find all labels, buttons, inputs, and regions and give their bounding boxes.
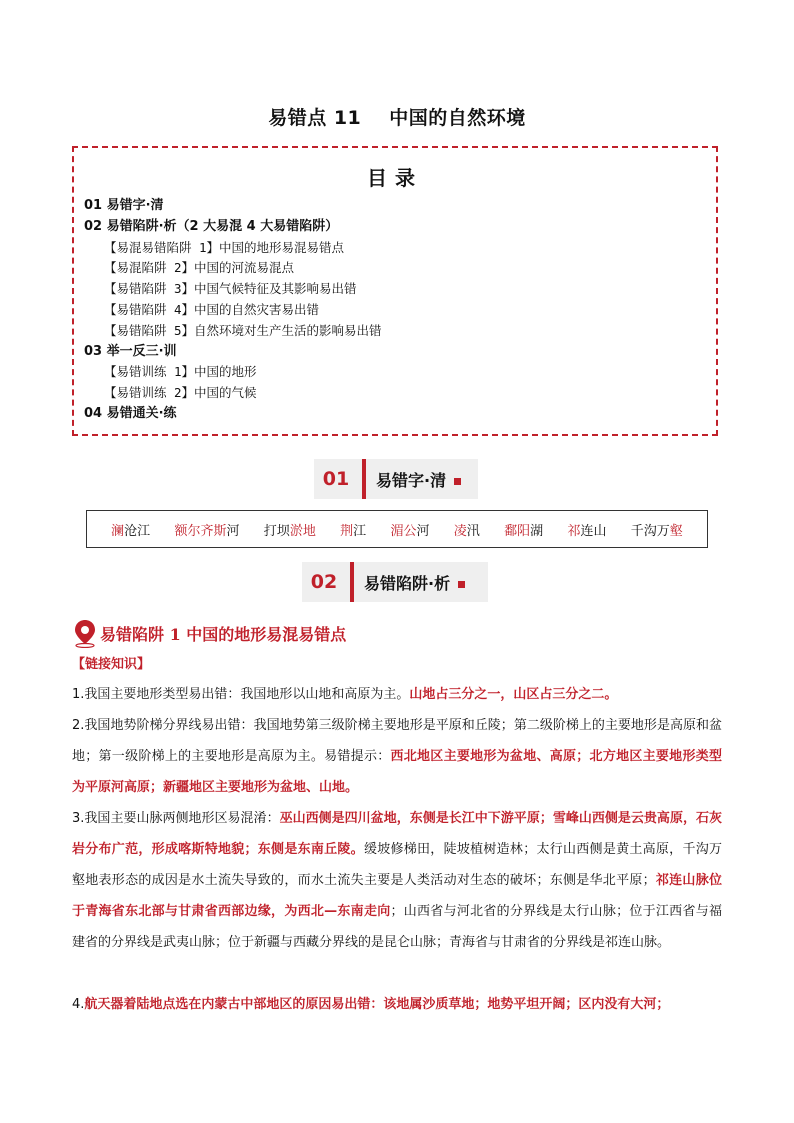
toc-subitem[interactable]: 【易错陷阱 5】自然环境对生产生活的影响易出错 — [104, 322, 382, 338]
title-part2: 中国的自然环境 — [389, 107, 526, 129]
square-marker-icon — [454, 478, 461, 485]
word-item: 荆江 — [340, 523, 367, 539]
word-item: 额尔齐斯河 — [174, 523, 240, 539]
pitfall-heading — [72, 618, 346, 648]
toc-subitem[interactable]: 【易错陷阱 3】中国气候特征及其影响易出错 — [104, 281, 357, 297]
toc-subitem[interactable]: 【易错训练 1】中国的地形 — [104, 364, 257, 380]
paragraph-4: 4.航天器着陆地点选在内蒙古中部地区的原因易出错：该地属沙质草地；地势平坦开阔；区内没有大河； — [72, 997, 670, 1012]
title-part1: 易错点 11 — [268, 107, 362, 129]
section-banner-02 — [302, 562, 488, 602]
toc-list — [84, 196, 704, 425]
toc-item[interactable]: 02 易错陷阱·析（2 大易混 4 大易错陷阱） — [84, 218, 339, 234]
location-pin-icon — [72, 618, 98, 648]
section-title: 易错字·清 — [376, 470, 447, 490]
section-title: 易错陷阱·析 — [364, 573, 451, 593]
section-divider — [350, 562, 354, 602]
link-knowledge-label: 【链接知识】 — [72, 657, 151, 672]
document-title — [0, 103, 794, 130]
error-prone-words-box — [86, 510, 708, 548]
word-item: 祁连山 — [567, 523, 607, 539]
word-item: 湄公河 — [390, 523, 430, 539]
toc-subitem[interactable]: 【易错训练 2】中国的气候 — [104, 385, 257, 401]
word-item: 凌汛 — [453, 523, 480, 539]
toc-subitem[interactable]: 【易混陷阱 2】中国的河流易混点 — [104, 260, 295, 276]
word-item: 澜沧江 — [111, 523, 151, 539]
paragraph-2: 2.我国地势阶梯分界线易出错：我国地势第三级阶梯主要地形是平原和丘陵；第二级阶梯上的主要地形是高原和盆地；第一级阶梯上的主要地形是高原为主。易错提示：西北地区主要地形为盆地、高原；北方地区主要地形类型为平原河高原；新疆地区主要地形为盆地、山地。 — [72, 718, 722, 795]
paragraph-3: 3.我国主要山脉两侧地形区易混淆：巫山西侧是四川盆地，东侧是长江中下游平原；雪峰山西侧是云贵高原，石灰岩分布广范，形成喀斯特地貌；东侧是东南丘陵。缓坡修梯田，陡坡植树造林；太行山西侧是黄土高原，千沟万壑地表形态的成因是水土流失导致的，而水土流失主要是人类活动对生态的破坏；东侧是华北平原；祁连山脉位于青海省东北部与甘肃省西部边缘，为西北—东南走向；山西省与河北省的分界线是太行山脉；位于江西省与福建省的分界线是武夷山脉；位于新疆与西藏分界线的是昆仑山脉；青海省与甘肃省的分界线是祁连山脉。 — [72, 811, 722, 950]
section-banner-01 — [314, 459, 478, 499]
word-item: 鄱阳湖 — [504, 523, 544, 539]
pitfall-heading-text: 易错陷阱 1 中国的地形易混易错点 — [100, 624, 347, 644]
paragraph-1: 1.我国主要地形类型易出错：我国地形以山地和高原为主。山地占三分之一，山区占三分之二。 — [72, 687, 618, 702]
toc-heading: 目录 — [367, 166, 423, 190]
toc-item[interactable]: 03 举一反三·训 — [84, 343, 177, 359]
word-item: 千沟万壑 — [630, 523, 683, 539]
toc-item[interactable]: 04 易错通关·练 — [84, 405, 177, 421]
square-marker-icon — [458, 581, 465, 588]
toc-item[interactable]: 01 易错字·清 — [84, 198, 164, 213]
section-number: 01 — [322, 468, 350, 490]
section-number: 02 — [310, 571, 338, 593]
table-of-contents — [72, 146, 718, 436]
section-divider — [362, 459, 366, 499]
word-item: 打坝淤地 — [263, 523, 316, 539]
toc-subitem[interactable]: 【易错陷阱 4】中国的自然灾害易出错 — [104, 301, 320, 317]
toc-subitem[interactable]: 【易混易错陷阱 1】中国的地形易混易错点 — [104, 239, 345, 255]
